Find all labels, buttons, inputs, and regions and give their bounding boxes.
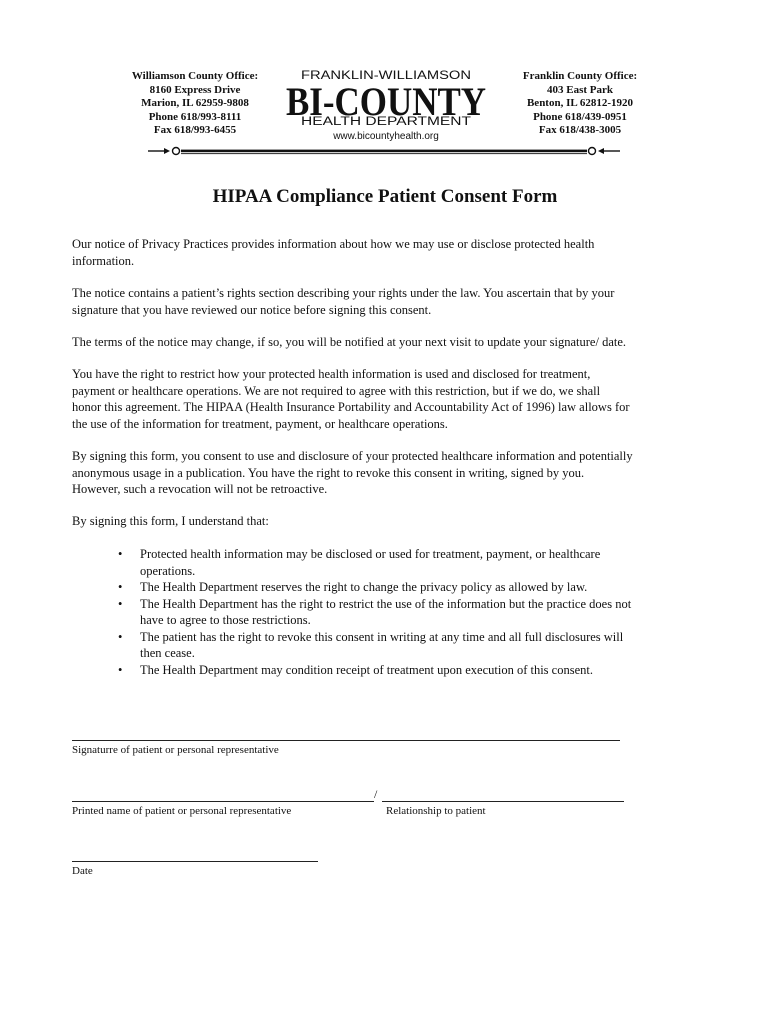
date-label: Date xyxy=(72,865,93,877)
text-line: You have the right to restrict how your protected health information is used and disclosed for treatment, xyxy=(72,367,591,381)
patient-rights-paragraph xyxy=(72,285,712,318)
logo-main-text: BI-COUNTY xyxy=(286,79,487,124)
text-line: payment or healthcare operations. We are not required to agree with this restriction, but if we do, we shall xyxy=(72,383,601,398)
bullet-icon: • xyxy=(118,662,123,677)
logo-bottom-text: HEALTH DEPARTMENT xyxy=(301,116,471,128)
text-line: operations. xyxy=(140,563,196,578)
slash-separator: / xyxy=(374,787,378,801)
office-street: 403 East Park xyxy=(547,83,613,96)
signature-label: Signaturre of patient or personal representative xyxy=(72,744,279,756)
restriction-paragraph xyxy=(72,366,712,432)
text-line: However, such a revocation will not be retroactive. xyxy=(72,482,328,496)
list-item xyxy=(118,596,631,629)
text-line: then cease. xyxy=(140,646,195,660)
privacy-notice-paragraph xyxy=(72,236,712,269)
text-line: honor this agreement. The HIPAA (Health Insurance Portability and Accountability Act of 1996) law allows for xyxy=(72,400,630,414)
office-phone: Phone 618/993-8111 xyxy=(148,110,242,123)
office-title: Franklin County Office: xyxy=(522,70,638,82)
list-item xyxy=(118,579,631,596)
office-title: Williamson County Office: xyxy=(131,70,259,82)
understanding-list xyxy=(118,546,631,678)
franklin-office-address xyxy=(505,70,655,138)
bullet-icon: • xyxy=(118,547,123,561)
consent-paragraph xyxy=(72,448,712,498)
text-line: The patient has the right to revoke this consent in writing at any time and all full disclosures will xyxy=(140,629,624,644)
printed-name-label: Printed name of patient or personal representative xyxy=(72,805,292,817)
text-line: The terms of the notice may change, if so, you will be notified at your next visit to update your signature/ date. xyxy=(72,335,627,349)
bullet-icon: • xyxy=(118,596,123,611)
list-item xyxy=(118,662,631,679)
bullet-icon: • xyxy=(118,580,123,594)
text-line: Our notice of Privacy Practices provides information about how we may use or disclose protected health xyxy=(72,237,595,251)
logo-website: www.bicountyhealth.org xyxy=(333,131,439,142)
logo-top-text: FRANKLIN-WILLIAMSON xyxy=(301,70,471,82)
text-line: Protected health information may be disclosed or used for treatment, payment, or healthcare xyxy=(140,547,601,561)
decorative-divider xyxy=(146,144,622,158)
text-line: anonymous usage in a publication. You have the right to revoke this consent in writing, signed by you. xyxy=(72,465,585,480)
relationship-line[interactable] xyxy=(382,801,624,802)
text-line: signature that you have reviewed our notice before signing this consent. xyxy=(72,302,432,317)
office-phone: Phone 618/439-0951 xyxy=(533,110,627,123)
understanding-intro xyxy=(72,513,712,530)
text-line: have to agree to those restrictions. xyxy=(140,613,311,627)
text-line: information. xyxy=(72,253,135,268)
relationship-label: Relationship to patient xyxy=(386,805,486,817)
text-line: The Health Department may condition receipt of treatment upon execution of this consent. xyxy=(140,662,593,677)
bi-county-logo xyxy=(284,68,488,144)
office-street: 8160 Express Drive xyxy=(149,83,241,96)
signature-line[interactable] xyxy=(72,740,620,741)
office-fax: Fax 618/993-6455 xyxy=(153,124,237,136)
list-item xyxy=(118,629,631,662)
notice-changes-paragraph xyxy=(72,334,712,351)
office-city: Marion, IL 62959-9808 xyxy=(141,97,249,109)
date-line[interactable] xyxy=(72,861,318,862)
office-city: Benton, IL 62812-1920 xyxy=(526,97,634,109)
text-line: By signing this form, I understand that: xyxy=(72,514,269,528)
text-line: The Health Department has the right to restrict the use of the information but the practice does not xyxy=(140,596,632,611)
office-fax: Fax 618/438-3005 xyxy=(538,124,622,136)
bullet-icon: • xyxy=(118,629,123,644)
williamson-office-address xyxy=(118,70,272,138)
list-item xyxy=(118,546,631,579)
printed-name-line[interactable] xyxy=(72,801,374,802)
text-line: The Health Department reserves the right to change the privacy policy as allowed by law. xyxy=(140,580,588,594)
form-title: HIPAA Compliance Patient Consent Form xyxy=(212,186,558,207)
text-line: the use of the information for treatment, payment, or healthcare operations. xyxy=(72,416,448,431)
text-line: The notice contains a patient’s rights section describing your rights under the law. You ascertain that by your xyxy=(72,286,615,300)
text-line: By signing this form, you consent to use and disclosure of your protected healthcare information and potentially xyxy=(72,449,633,463)
